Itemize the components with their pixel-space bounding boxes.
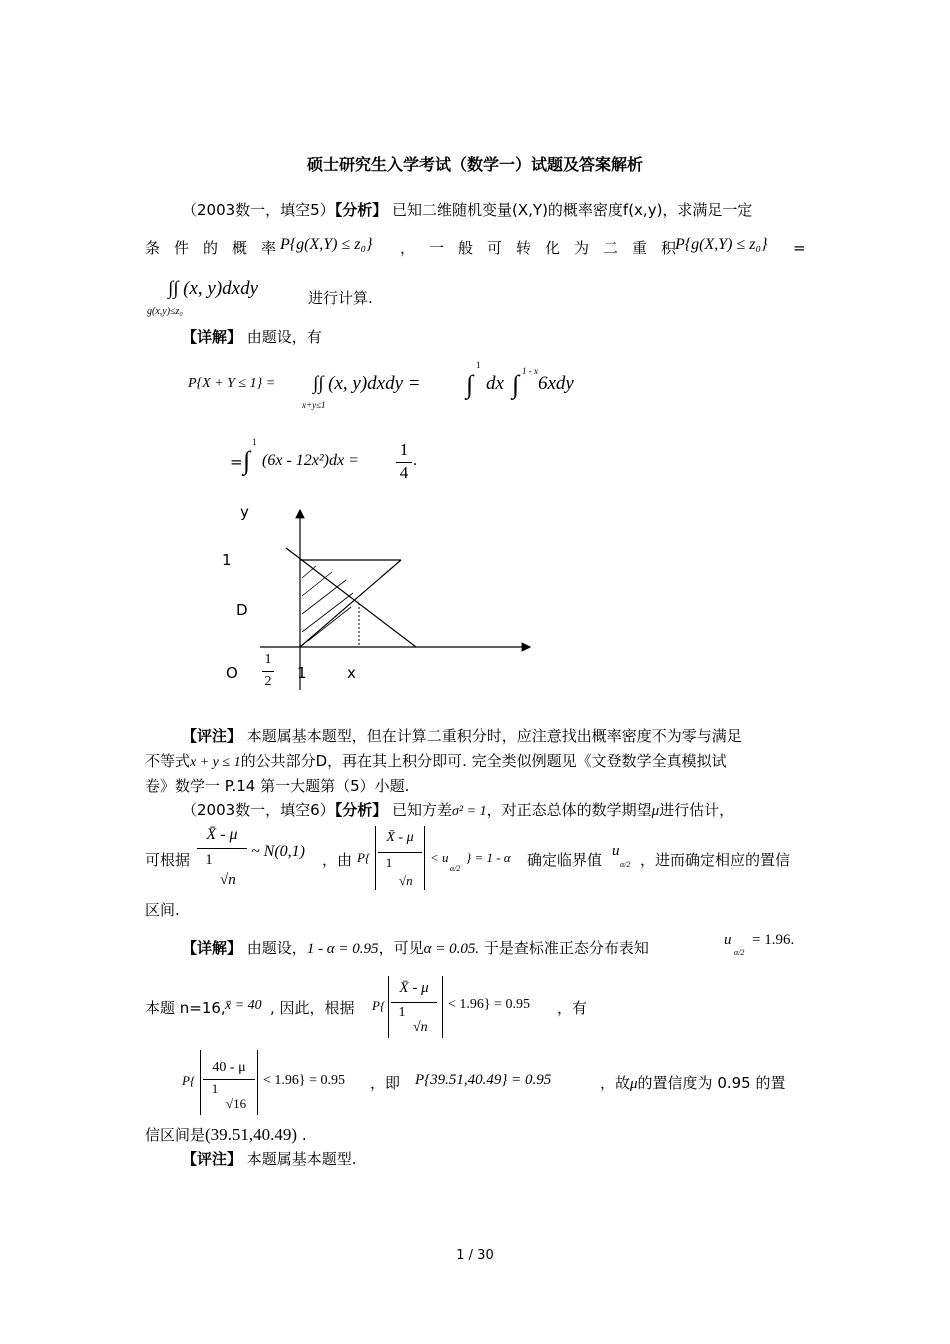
q5-eq1-lhs: P{X + Y ≤ 1} =	[188, 376, 276, 391]
fig-one-y: 1	[222, 551, 232, 569]
abs2-bar-right	[442, 976, 443, 1038]
q6-dist: ~ N(0,1)	[251, 843, 305, 860]
q6-conf-interval-line	[145, 1125, 307, 1145]
q5-analysis-line2	[145, 238, 290, 258]
q6-comment-text: 本题属基本题型.	[246, 1150, 357, 1168]
q5-comment-text2b: 的公共部分D，再在其上积分即可. 完全类似例题见《文登数学全真模拟试	[240, 752, 727, 770]
q5-prob-expr-2: P{g(X,Y) ≤ z₀}	[675, 236, 768, 253]
q5-cond-text-2: ，一般可转化为二重积	[400, 239, 691, 257]
q6-see-text: ，可见	[378, 939, 424, 957]
q6-p-open-2: P{	[372, 998, 386, 1013]
q6-eq-conf: } = 1 - α	[466, 850, 511, 865]
abs-bar-right	[424, 826, 425, 890]
abs-bar-left	[375, 826, 376, 890]
inner-integral-sign: ∫	[512, 370, 520, 399]
q5-analysis-text: 已知二维随机变量(X,Y)的概率密度f(x,y)，求满足一定	[392, 201, 753, 219]
q5-analysis-line1	[182, 200, 752, 220]
q6-mu-2: μ	[630, 1076, 638, 1092]
q6-sigma: σ² = 1	[452, 804, 487, 819]
q6-p2-den-num: 1	[211, 1081, 219, 1096]
q6-analysis-tag: 【分析】	[334, 801, 388, 819]
q5-comment-line3: 卷》数学一 P.14 第一大题第（5）小题.	[145, 777, 410, 795]
outer-integral-sign: ∫	[466, 370, 474, 399]
q5-detail-text: 由题设，有	[246, 328, 322, 346]
q5-comment-ineq: x + y ≤ 1	[190, 755, 241, 770]
q5-eq-sign: =	[793, 239, 806, 257]
q6-frac-den-num: 1	[205, 852, 213, 868]
q6-so-line	[600, 1073, 785, 1094]
q6-text-a: 已知方差	[392, 801, 453, 819]
q6-alpha-val: α = 0.05.	[423, 941, 480, 957]
q5-comment-text1: 本题属基本题型，但在计算二重积分时，应注意找出概率密度不为零与满足	[246, 727, 742, 745]
q5-comment-text2a: 不等式	[145, 752, 191, 770]
q6-p-open: P{	[357, 850, 371, 865]
q6-abs2-bar	[391, 1002, 437, 1003]
fig-origin: O	[226, 664, 238, 682]
q6-have: ，有	[557, 999, 588, 1017]
q5-integral-expr: ∫∫ (x, y)dxdy	[168, 278, 259, 299]
q5-detail-tag: 【详解】	[182, 328, 243, 346]
q5-integral-domain: g(x,y)≤z₀	[147, 306, 183, 317]
q5-eq2-eq: =	[230, 453, 243, 471]
q6-u-sub: α/2	[450, 864, 461, 873]
q6-u-label: u	[612, 843, 620, 859]
hatching	[302, 566, 353, 641]
page-title: 硕士研究生入学考试（数学一）试题及答案解析	[306, 155, 643, 174]
q5-eq2-num: 1	[399, 440, 409, 459]
abs3-bar-left	[200, 1050, 201, 1115]
eq2-integral-sign: ∫	[243, 446, 251, 475]
q5-eq1-inner: 6xdy	[538, 373, 574, 394]
line-x-plus-y	[286, 548, 416, 647]
fig-y-label: y	[240, 503, 249, 521]
q6-by: ，由	[322, 851, 353, 869]
fig-half-num: 1	[264, 652, 272, 667]
q6-n-text: 本题 n=16,	[145, 999, 226, 1017]
q6-detail-line	[182, 938, 649, 959]
q6-ineq-rhs: < 1.96} = 0.95	[448, 997, 531, 1012]
q6-u-table-sub: α/2	[734, 948, 745, 957]
q6-text-b: ，对正态总体的数学期望	[486, 801, 652, 819]
q5-comment-tag: 【评注】	[182, 727, 243, 745]
q6-frac-bar	[197, 848, 247, 849]
q6-so-text: ，故	[600, 1074, 631, 1092]
q6-conf-label: 信区间是	[145, 1126, 206, 1144]
q6-frac-num: X̄ - μ	[206, 826, 238, 843]
abs2-bar-left	[388, 976, 389, 1038]
q6-abs-num: X̄ - μ	[386, 830, 414, 845]
q5-eq1-domain: x+y≤1	[302, 400, 326, 410]
q6-crit-text: 确定临界值	[527, 851, 603, 869]
q6-conf-text: 的置信度为 0.95 的置	[637, 1074, 786, 1092]
q6-detail-text: 由题设，	[246, 939, 307, 957]
q6-p-open-3: P{	[182, 1073, 196, 1088]
q6-ie: ，即	[370, 1074, 401, 1092]
q6-u-table: u	[724, 932, 732, 948]
q6-comment-line	[182, 1149, 357, 1169]
fig-one-x: 1	[297, 664, 307, 682]
q6-abs-den-den: √n	[399, 873, 413, 888]
q5-cond-text: 条件的概率	[145, 239, 291, 257]
q6-p2-num: 40 - μ	[212, 1060, 246, 1075]
q5-eq2-period: .	[413, 452, 417, 469]
q6-one-minus-alpha: 1 - α = 0.95	[306, 941, 379, 957]
q6-detail-tag: 【详解】	[182, 939, 243, 957]
q5-comment-line1	[182, 726, 742, 746]
q5-eq2-body: (6x - 12x²)dx =	[262, 452, 359, 469]
q6-period: .	[301, 1126, 307, 1144]
fig-region-label: D	[236, 601, 248, 619]
q5-detail-line	[182, 327, 322, 347]
q5-comment-line2	[145, 751, 727, 773]
q6-interval-word: 区间.	[145, 901, 180, 919]
q6-abs-den-num: 1	[385, 855, 393, 870]
q5-analysis-tag: 【分析】	[334, 201, 388, 219]
q6-abs2-den-num: 1	[398, 1005, 406, 1020]
q5-source: （2003数一，填空5）	[182, 201, 335, 219]
q6-interval-prob: P{39.51,40.49} = 0.95	[415, 1072, 552, 1088]
abs3-bar-right	[257, 1050, 258, 1115]
fig-half-den: 2	[264, 674, 272, 689]
q6-mu: μ	[651, 803, 660, 819]
q5-eq1-dx: dx	[486, 373, 504, 394]
q6-p2-rhs: < 1.96} = 0.95	[263, 1073, 346, 1088]
region-figure	[220, 500, 550, 700]
q6-conf-interval: (39.51,40.49)	[205, 1125, 298, 1144]
q6-abs-bar	[378, 852, 422, 853]
q6-frac-den-den: √n	[220, 872, 236, 888]
q5-eq2-upper: 1	[252, 437, 257, 447]
q5-eq1-upper-outer: 1	[476, 360, 481, 370]
q5-eq1-mid: ∫∫ (x, y)dxdy =	[313, 373, 421, 394]
q6-abs2-num: X̄ - μ	[399, 980, 429, 996]
q6-analysis-line1	[182, 800, 734, 822]
q6-crit-text2: ，进而确定相应的置信	[640, 851, 791, 869]
q6-p2-den-den: √16	[226, 1096, 247, 1111]
q6-abs2-den-den: √n	[413, 1020, 428, 1035]
q6-u-value: = 1.96.	[752, 932, 795, 948]
q6-p2-bar	[203, 1079, 255, 1080]
q6-lt-u: < u	[430, 850, 449, 865]
page-number: 1 / 30	[456, 1248, 494, 1263]
q6-comment-tag: 【评注】	[182, 1150, 243, 1168]
q6-text-c: 进行估计，	[659, 801, 735, 819]
fig-half-bar	[262, 671, 274, 672]
q5-eq2-den: 4	[399, 463, 409, 482]
q6-xbar-val: x̄ = 40	[225, 998, 262, 1013]
q6-u-label-sub: α/2	[620, 860, 631, 869]
q6-can-by: 可根据	[145, 851, 191, 869]
q5-eq1-upper-inner: 1 - x	[522, 366, 538, 376]
q5-prob-expr-1: P{g(X,Y) ≤ z₀}	[280, 236, 373, 253]
q5-compute-text: 进行计算.	[308, 289, 373, 307]
q6-therefore: , 因此，根据	[270, 999, 355, 1017]
fig-x-label: x	[347, 664, 356, 682]
q6-table-text: 于是查标准正态分布表知	[483, 939, 649, 957]
q6-source: （2003数一，填空6）	[182, 801, 335, 819]
